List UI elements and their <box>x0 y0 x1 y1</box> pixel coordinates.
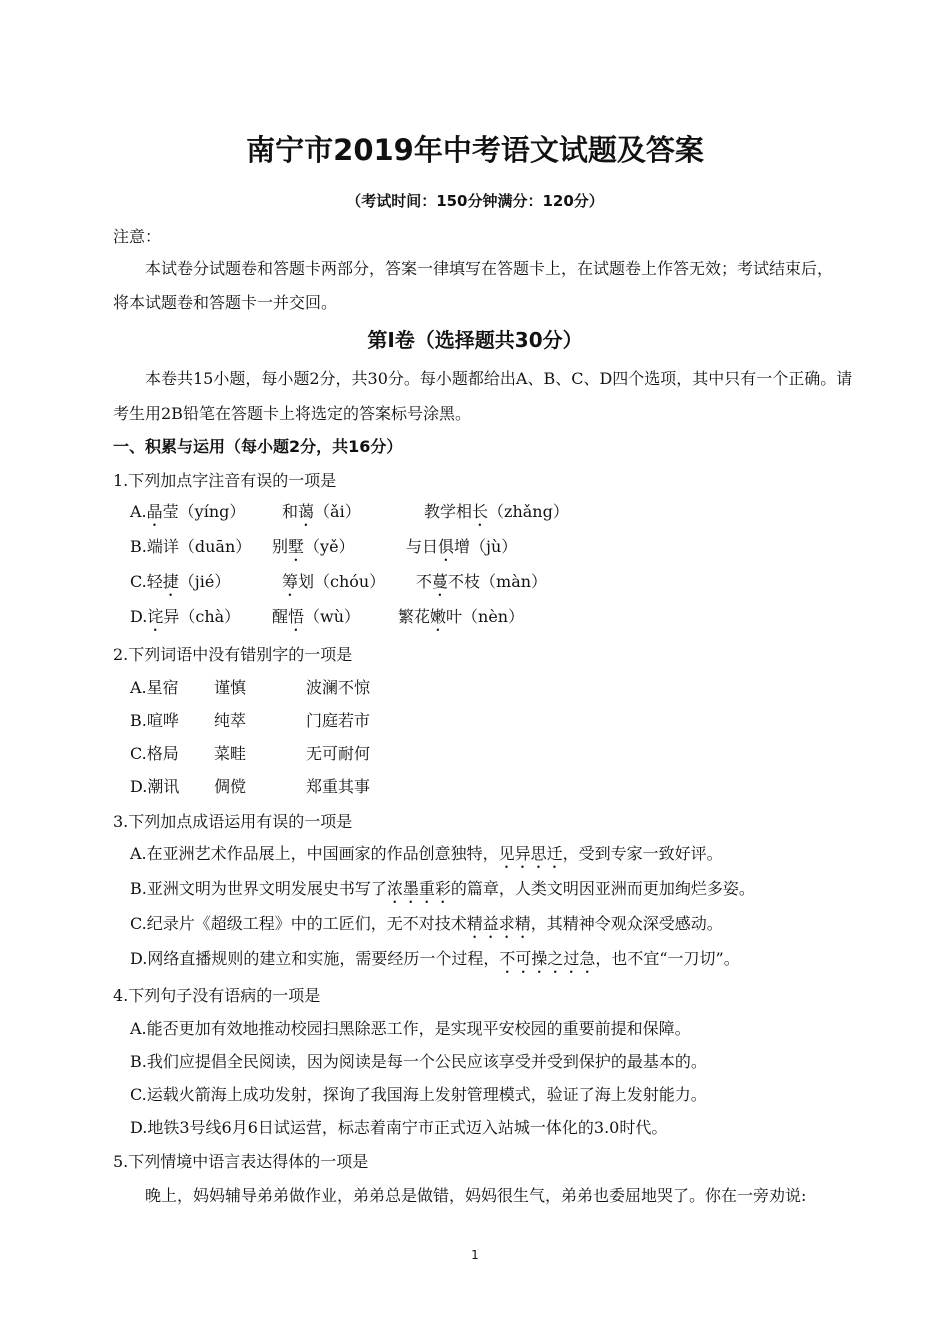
char-pinyin: 异（chà） <box>163 607 241 626</box>
q1-option-d-word3 <box>398 606 524 635</box>
pinyin: （yíng） <box>178 502 246 521</box>
page-title: 南宁市2019年中考语文试题及答案 <box>246 133 704 167</box>
char-pinyin: 划（chóu） <box>298 572 386 591</box>
text: B.亚洲文明为世界文明发展史书写了 <box>130 879 387 898</box>
q2-option-a-2: 谨慎 <box>214 678 247 697</box>
q2-option-c-2: 菜畦 <box>214 744 247 763</box>
pinyin: 增（jù） <box>454 537 518 556</box>
q1-option-a-word1 <box>130 501 245 530</box>
text: ，也不宜“一刀切”。 <box>595 949 740 968</box>
prefix: B.端 <box>130 537 163 556</box>
dotted-char: 蔼 <box>298 502 315 521</box>
pinyin: （wù） <box>304 607 361 626</box>
q3-option-a <box>130 843 723 872</box>
pinyin: （ǎi） <box>314 502 361 521</box>
pinyin: （yě） <box>304 537 355 556</box>
q1-option-d-word1 <box>130 606 240 635</box>
q2-option-a-1: A.星宿 <box>130 678 179 697</box>
q3-option-c <box>130 913 723 942</box>
dotted-char: 筹 <box>282 572 299 591</box>
char: 别 <box>272 537 289 556</box>
q2-option-b-2: 纯萃 <box>214 711 247 730</box>
q2-option-b-1: B.喧哗 <box>130 711 179 730</box>
section-title: 第Ⅰ卷（选择题共30分） <box>367 328 583 352</box>
q4-option-b: B.我们应提倡全民阅读，因为阅读是每一个公民应该享受并受到保护的最基本的。 <box>130 1052 707 1071</box>
char: 莹 <box>162 502 179 521</box>
dotted-char: 捷 <box>162 572 179 591</box>
chars: 繁花 <box>398 607 431 626</box>
pinyin: （duān） <box>178 537 252 556</box>
text: 的篇章，人类文明因亚洲而更加绚烂多姿。 <box>450 879 755 898</box>
q1-option-c-word3 <box>416 571 547 600</box>
dotted-idiom: 浓墨重彩 <box>386 879 451 898</box>
char: 和 <box>282 502 299 521</box>
char: 醒 <box>272 607 289 626</box>
dotted-char: 悟 <box>288 607 305 626</box>
char: 不 <box>416 572 433 591</box>
notice-label: 注意： <box>113 227 162 246</box>
q2-option-b-3: 门庭若市 <box>306 711 371 730</box>
char: 详 <box>162 537 179 556</box>
q2-option-a-3: 波澜不惊 <box>306 678 371 697</box>
dotted-char: 墅 <box>288 537 305 556</box>
text: ，受到专家一致好评。 <box>562 844 723 863</box>
q4-option-d: D.地铁3号线6月6日试运营，标志着南宁市正式迈入站城一体化的3.0时代。 <box>130 1118 668 1137</box>
pinyin: （jié） <box>178 572 231 591</box>
section-intro-2: 考生用2B铅笔在答题卡上将选定的答案标号涂黑。 <box>113 404 471 423</box>
question-5-context: 晚上，妈妈辅导弟弟做作业，弟弟总是做错，妈妈很生气，弟弟也委屈地哭了。你在一旁劝说: <box>145 1186 807 1205</box>
chars: 与日 <box>406 537 439 556</box>
pinyin: （zhǎng） <box>488 502 569 521</box>
notice-text-1: 本试卷分试题卷和答题卡两部分，答案一律填写在答题卡上，在试题卷上作答无效；考试结束后， <box>145 259 834 278</box>
q2-option-d-1: D.潮讯 <box>130 777 180 796</box>
q4-option-c: C.运载火箭海上成功发射，探询了我国海上发射管理模式，验证了海上发射能力。 <box>130 1085 707 1104</box>
notice-text-2: 将本试题卷和答题卡一并交回。 <box>113 293 338 312</box>
q2-option-d-2: 倜傥 <box>214 777 247 796</box>
section-intro-1: 本卷共15小题，每小题2分，共30分。每小题都给出A、B、C、D四个选项，其中只有一个正确。请 <box>145 369 853 388</box>
dotted-char: 长 <box>472 502 489 521</box>
q2-option-c-1: C.格局 <box>130 744 179 763</box>
dotted-char: 诧 <box>147 607 164 626</box>
dotted-char: 蔓 <box>432 572 449 591</box>
q2-option-d-3: 郑重其事 <box>306 777 371 796</box>
q2-option-c-3: 无可耐何 <box>306 744 371 763</box>
q1-option-d-word2 <box>272 606 360 635</box>
q3-option-d <box>130 948 740 977</box>
prefix: C.轻 <box>130 572 163 591</box>
text: D.网络直播规则的建立和实施，需要经历一个过程， <box>130 949 500 968</box>
dotted-char: 晶 <box>146 502 163 521</box>
q3-option-b <box>130 878 755 907</box>
dotted-idiom: 不可操之过急 <box>499 949 596 968</box>
prefix: A. <box>130 502 147 521</box>
question-2-stem: 2.下列词语中没有错别字的一项是 <box>113 645 353 664</box>
text: ，其精神令观众深受感动。 <box>530 914 723 933</box>
q1-option-c-word2 <box>282 571 385 600</box>
dotted-idiom: 见异思迁 <box>498 844 563 863</box>
dotted-char: 俱 <box>438 537 455 556</box>
question-5-stem: 5.下列情境中语言表达得体的一项是 <box>113 1152 369 1171</box>
question-3-stem: 3.下列加点成语运用有误的一项是 <box>113 812 353 831</box>
question-1-stem: 1.下列加点字注音有误的一项是 <box>113 471 337 490</box>
dotted-char: 嫩 <box>430 607 447 626</box>
pinyin: 不枝（màn） <box>448 572 548 591</box>
char-pinyin: 叶（nèn） <box>446 607 525 626</box>
q1-option-b-word1 <box>130 536 251 558</box>
chars: 教学相 <box>424 502 473 521</box>
question-4-stem: 4.下列句子没有语病的一项是 <box>113 986 321 1005</box>
q1-option-a-word2 <box>282 501 361 530</box>
page-number: 1 <box>471 1248 479 1262</box>
text: C.纪录片《超级工程》中的工匠们，无不对技术 <box>130 914 467 933</box>
q1-option-a-word3 <box>424 501 569 530</box>
q1-option-b-word2 <box>272 536 355 565</box>
dotted-idiom: 精益求精 <box>466 914 531 933</box>
q1-option-c-word1 <box>130 571 230 600</box>
prefix: D. <box>130 607 148 626</box>
q1-option-b-word3 <box>406 536 517 565</box>
part-heading: 一、积累与运用（每小题2分，共16分） <box>113 437 403 456</box>
exam-time-note: （考试时间：150分钟满分：120分） <box>346 192 604 210</box>
q4-option-a: A.能否更加有效地推动校园扫黑除恶工作，是实现平安校园的重要前提和保障。 <box>130 1019 691 1038</box>
text: A.在亚洲艺术作品展上，中国画家的作品创意独特， <box>130 844 499 863</box>
